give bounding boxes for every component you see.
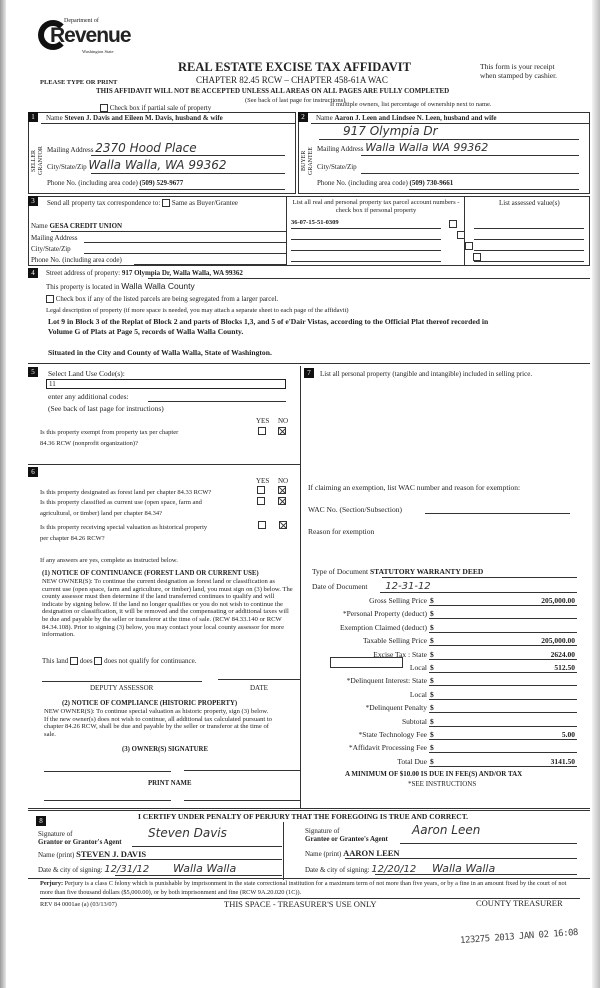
land-use-code-field[interactable]: [46, 379, 286, 389]
phone-label: Phone No. (including area code): [47, 179, 138, 187]
fee-label: *Delinquent Interest: State: [346, 676, 427, 686]
land-use-code: 11: [49, 380, 56, 388]
see-back-note: (See back of last page for instructions): [245, 97, 346, 104]
name-print-label: Name (print): [38, 851, 75, 859]
fee-row: [305, 633, 577, 646]
forest-question: Is this property designated as forest land per chapter 84.33 RCW?: [40, 489, 212, 496]
buyer-section: [298, 112, 590, 194]
currency-symbol: $: [430, 609, 434, 619]
fee-label: *State Technology Fee: [358, 730, 427, 739]
current-use-question: Is this property classified as current use (open space, farm and: [40, 499, 202, 506]
parcel-line: [291, 250, 441, 251]
fee-label: Gross Selling Price: [369, 596, 427, 605]
land-use-label: Select Land Use Code(s):: [48, 369, 125, 378]
exempt-question-2: 84.36 RCW (nonprofit organization)?: [40, 440, 138, 447]
historic-no-checkbox[interactable]: [279, 521, 287, 529]
parcel-line: [291, 239, 441, 240]
tax-correspondence-section: [28, 196, 590, 266]
seller-name[interactable]: Steven J. Davis and Eileen M. Davis, husband & wife: [64, 114, 223, 122]
grantee-signature[interactable]: Aaron Leen: [412, 823, 481, 837]
yes-header: YES: [256, 417, 270, 425]
land-use-section: [28, 367, 301, 465]
street-label: Street address of property:: [46, 269, 121, 277]
legal-description-line-2: Volume G of Plats at Page 5, records of Walla Walla County.: [48, 327, 244, 336]
assessed-value-field[interactable]: [474, 228, 584, 229]
property-section: [28, 268, 590, 364]
fee-row: [305, 714, 577, 727]
correspondence-name[interactable]: GESA CREDIT UNION: [49, 222, 123, 230]
fee-value[interactable]: 205,000.00: [541, 636, 575, 646]
legal-label: Legal description of property (if more space is needed, you may attach a separate sheet to each page of the affidavit): [46, 307, 349, 314]
correspondence-mailing-field[interactable]: [84, 242, 287, 243]
currency-symbol: $: [430, 756, 434, 766]
personal-property-label: List all personal property (tangible and intangible) included in selling price.: [320, 370, 533, 378]
fee-label: Subtotal: [401, 716, 427, 726]
form-number: REV 84 0001ae (a) (03/13/07): [40, 901, 117, 908]
grantor-signature[interactable]: Steven Davis: [148, 826, 227, 840]
currency-symbol: $: [430, 689, 434, 699]
owner-signature-title: (3) OWNER(S) SIGNATURE: [122, 746, 208, 753]
exempt-yes-checkbox[interactable]: [258, 427, 266, 435]
doc-type[interactable]: STATUTORY WARRANTY DEED: [370, 567, 484, 576]
does-checkbox[interactable]: [70, 657, 78, 665]
warning-line: THIS AFFIDAVIT WILL NOT BE ACCEPTED UNLESS ALL AREAS ON ALL PAGES ARE FULLY COMPLETED: [96, 87, 450, 95]
compliance-title: (2) NOTICE OF COMPLIANCE (HISTORIC PROPERTY): [62, 700, 238, 707]
continuance-body: NEW OWNER(S): To continue the current designation as forest land or classification as current use (open space, farm and agriculture, or timber) land, you must sign on (3) below. The county assessor must then determine if the land transferred continues to qualify and will indicate by signing below. If the land no longer qualifies or you do not wish to continue the designation or classification, it will be removed and the compensating or additional taxes will be due and payable by the seller or transferor at the time of sale. (RCW 84.33.140 or RCW 84.34.108). Prior to signing (3) below, you may contact your local county assessor for more information.: [42, 578, 293, 639]
owner-signature-line-1[interactable]: [44, 771, 171, 772]
see-back-note: (See back of last page for instructions): [48, 404, 164, 413]
grantor-sig-label-2: Grantor or Grantor's Agent: [38, 838, 122, 846]
print-name-line-1[interactable]: [44, 800, 171, 801]
deputy-assessor-signature-line[interactable]: [42, 681, 202, 682]
form-title: REAL ESTATE EXCISE TAX AFFIDAVIT: [178, 60, 411, 74]
fee-label: Taxable Selling Price: [362, 636, 427, 646]
correspondence-label: Send all property tax correspondence to:: [47, 199, 161, 207]
fee-label: *Personal Property (deduct): [342, 609, 427, 619]
fee-label: Local: [409, 689, 427, 699]
cashier-stamp: 123275 2013 JAN 02 16:08: [459, 927, 579, 947]
section-number: 5: [28, 367, 38, 377]
currency-symbol: $: [430, 730, 434, 739]
fee-row: [305, 647, 577, 660]
fee-row: [305, 687, 577, 700]
does-label: does: [79, 657, 93, 665]
situated-line: Situated in the City and County of Walla Walla, State of Washington.: [48, 348, 272, 357]
currency-symbol: $: [430, 636, 434, 646]
parcel-header: List all real and personal property tax parcel account numbers - check box if personal property: [292, 199, 460, 214]
date-line[interactable]: [218, 679, 300, 680]
parcel-number[interactable]: 36-07-15-51-0309: [291, 219, 339, 226]
seller-city-state-zip[interactable]: Walla Walla, WA 99362: [88, 158, 227, 172]
print-name-label: PRINT NAME: [148, 780, 192, 787]
dor-logo: [38, 12, 131, 62]
legal-description-line-1: Lot 9 in Block 3 of the Replat of Block 2 and parts of Blocks 1,3, and 5 of e'Dair Vistas, according to the Official Plat thereof recorded in: [48, 317, 489, 326]
fee-label: Total Due: [397, 756, 427, 766]
partial-sale-label: Check box if partial sale of property: [109, 104, 212, 112]
fee-row: [305, 740, 577, 753]
buyer-side-label: BUYER GRANTEE: [301, 147, 314, 175]
if-yes-note: If any answers are yes, complete as instructed below.: [40, 557, 178, 564]
seller-side-label: SELLER GRANTOR: [31, 146, 44, 176]
fee-row: [305, 754, 577, 767]
mail-label: Mailing Address: [31, 234, 78, 242]
fee-value[interactable]: 205,000.00: [541, 596, 575, 605]
same-as-buyer-label: Same as Buyer/Grantee: [171, 199, 238, 207]
perjury-notice: [40, 880, 580, 897]
seller-phone[interactable]: (509) 529-9677: [139, 179, 184, 187]
section-number: 1: [28, 112, 38, 122]
fee-row: [305, 660, 577, 673]
mail-label: Mailing Address: [317, 145, 364, 153]
certify-statement: I CERTIFY UNDER PENALTY OF PERJURY THAT THE FOREGOING IS TRUE AND CORRECT.: [138, 812, 469, 821]
exempt-question: Is this property exempt from property tax per chapter: [40, 429, 179, 436]
buyer-mailing-address[interactable]: Walla Walla WA 99362: [365, 141, 489, 154]
county-treasurer-label: COUNTY TREASURER: [476, 898, 563, 908]
fee-value[interactable]: 5.00: [561, 730, 575, 739]
date-city-label: Date & city of signing:: [305, 866, 370, 874]
segregated-label: Check box if any of the listed parcels are being segregated from a larger parcel.: [55, 295, 279, 303]
grantor-sign-city[interactable]: Walla Walla: [172, 862, 237, 875]
additional-codes-label: enter any additional codes:: [48, 392, 129, 401]
historic-yes-checkbox[interactable]: [258, 521, 266, 529]
logo-word: Revenue: [50, 24, 131, 47]
does-not-checkbox[interactable]: [94, 657, 102, 665]
chapter-line: CHAPTER 82.45 RCW – CHAPTER 458-61A WAC: [196, 75, 388, 85]
scan-edge-left: [0, 0, 6, 988]
deputy-assessor-label: DEPUTY ASSESSOR: [90, 684, 154, 692]
buyer-name[interactable]: Aaron J. Leen and Lindsee N. Leen, husband and wife: [334, 114, 497, 122]
fee-line: [429, 766, 577, 767]
section-number: 2: [298, 112, 308, 122]
exemption-label: If claiming an exemption, list WAC number and reason for exemption:: [308, 483, 521, 492]
personal-property-checkbox[interactable]: [465, 242, 473, 250]
perjury-text: Perjury is a class C felony which is punishable by imprisonment in the state correctional institution for a maximum term of not more than five years, or by a fine in an amount fixed by the court of not more than five thousand dollars ($5,000.00), or by both imprisonment and fine (RCW 9A.20.020 (1C)).: [40, 880, 567, 896]
current-use-no-checkbox[interactable]: [278, 497, 286, 505]
name-print-label: Name (print): [305, 850, 342, 858]
receipt-note-1: This form is your receipt: [480, 62, 555, 71]
doc-date[interactable]: 12-31-12: [385, 581, 431, 592]
fee-row: [305, 606, 577, 619]
assessed-value-field[interactable]: [474, 261, 584, 262]
assessed-value-field[interactable]: [474, 239, 584, 240]
currency-symbol: $: [430, 743, 434, 753]
section-number: 8: [36, 816, 46, 826]
does-not-label: does not qualify for continuance.: [104, 657, 197, 665]
fee-row: [305, 620, 577, 633]
treasurer-only-label: THIS SPACE - TREASURER'S USE ONLY: [224, 899, 377, 909]
additional-codes-field[interactable]: [148, 401, 286, 402]
section-number: 6: [28, 467, 38, 477]
grantee-sign-date[interactable]: 12/20/12: [371, 864, 417, 875]
fee-row: [305, 673, 577, 686]
wac-label: WAC No. (Section/Subsection): [308, 505, 402, 514]
currency-symbol: $: [430, 703, 434, 713]
fee-value[interactable]: 512.50: [554, 663, 575, 672]
buyer-address-line[interactable]: 917 Olympia Dr: [343, 124, 438, 138]
name-label: Name: [31, 222, 48, 230]
section-number: 7: [304, 368, 314, 378]
fee-label: Exemption Claimed (deduct): [339, 622, 427, 632]
grantee-print-name[interactable]: AARON LEEN: [343, 848, 400, 858]
wac-field[interactable]: [425, 513, 570, 514]
located-label: This property is located in: [46, 283, 120, 291]
fee-row: [305, 727, 577, 740]
logo-state: Washington State: [82, 49, 114, 54]
reason-label: Reason for exemption: [308, 527, 375, 536]
grantor-print-name[interactable]: STEVEN J. DAVIS: [76, 849, 147, 859]
currency-symbol: $: [430, 649, 434, 659]
forest-no-checkbox[interactable]: [278, 486, 286, 494]
fee-label: *Delinquent Penalty: [365, 703, 427, 713]
see-instructions-note: *SEE INSTRUCTIONS: [408, 780, 477, 788]
same-as-buyer-checkbox[interactable]: [162, 199, 170, 207]
doc-date-label: Date of Document: [312, 582, 368, 591]
property-county[interactable]: Walla Walla County: [121, 281, 195, 291]
city-label: City/State/Zip: [31, 245, 71, 253]
exempt-no-checkbox[interactable]: [278, 427, 286, 435]
city-label: City/State/Zip: [47, 163, 87, 171]
section-number: 4: [28, 268, 38, 278]
grantor-sign-date[interactable]: 12/31/12: [104, 864, 150, 875]
fee-row: [305, 593, 577, 606]
name-label: Name: [46, 114, 63, 122]
seller-mailing-address[interactable]: 2370 Hood Place: [95, 141, 197, 155]
no-header: NO: [278, 477, 289, 485]
phone-label: Phone No. (including area code): [31, 256, 122, 264]
please-type: PLEASE TYPE OR PRINT: [40, 79, 118, 86]
name-label: Name: [316, 114, 333, 122]
personal-property-checkbox[interactable]: [457, 231, 465, 239]
receipt-note-2: when stamped by cashier.: [480, 71, 558, 80]
seller-section: [28, 112, 296, 194]
correspondence-phone-field[interactable]: [134, 264, 287, 265]
historic-question-2: per chapter 84.26 RCW?: [40, 535, 105, 542]
date-label: DATE: [250, 684, 268, 692]
doc-type-label: Type of Document: [312, 567, 369, 576]
this-land-label: This land: [42, 657, 69, 665]
perjury-label: Perjury:: [40, 880, 64, 887]
correspondence-city-field[interactable]: [84, 253, 287, 254]
print-name-line-2[interactable]: [184, 800, 300, 801]
minimum-due-note: A MINIMUM OF $10.00 IS DUE IN FEE(S) AND/OR TAX: [345, 770, 523, 778]
fee-value[interactable]: 3141.50: [550, 756, 575, 766]
city-label: City/State/Zip: [317, 163, 357, 171]
current-use-question-2: agricultural, or timber) land per chapter 84.34?: [40, 510, 163, 517]
currency-symbol: $: [430, 622, 434, 632]
multiple-owners-note: If multiple owners, list percentage of ownership next to name.: [330, 101, 492, 108]
currency-symbol: $: [430, 676, 434, 686]
grantor-sig-label-1: Signature of: [38, 830, 73, 838]
fee-label: Local: [409, 663, 427, 672]
fee-value[interactable]: 2624.00: [550, 649, 575, 659]
property-street-address[interactable]: 917 Olympia Dr, Walla Walla, WA 99362: [121, 269, 243, 277]
mail-label: Mailing Address: [47, 146, 94, 154]
personal-property-checkbox[interactable]: [449, 220, 457, 228]
logo-dept: Department of: [64, 18, 99, 24]
phone-label: Phone No. (including area code): [317, 179, 408, 187]
assessed-value-field[interactable]: [474, 250, 584, 251]
parcel-line: [291, 228, 441, 229]
section-number: 3: [28, 196, 38, 206]
date-city-label: Date & city of signing:: [38, 866, 103, 874]
currency-symbol: $: [430, 663, 434, 672]
compliance-body: NEW OWNER(S): To continue special valuation as historic property, sign (3) below. If the new owner(s) does not wish to continue, all additional tax calculated pursuant to chapter 84.26 RCW, shall be due and payable by the seller or transferor at the time of sale.: [44, 708, 272, 738]
historic-question: Is this property receiving special valuation as historical property: [40, 524, 208, 531]
grantee-sig-label-1: Signature of: [305, 827, 340, 835]
buyer-phone[interactable]: (509) 730-9661: [409, 179, 454, 187]
continuance-title: (1) NOTICE OF CONTINUANCE (FOREST LAND OR CURRENT USE): [42, 570, 259, 577]
no-header: NO: [278, 417, 289, 425]
current-use-yes-checkbox[interactable]: [257, 497, 265, 505]
currency-symbol: $: [430, 716, 434, 726]
segregated-checkbox[interactable]: [46, 295, 54, 303]
yes-header: YES: [256, 477, 270, 485]
parcel-line: [291, 261, 441, 262]
forest-yes-checkbox[interactable]: [257, 486, 265, 494]
scan-edge-right: [592, 0, 600, 988]
fee-label: Excise Tax : State: [373, 649, 427, 659]
grantee-sig-label-2: Grantee or Grantee's Agent: [305, 835, 388, 843]
owner-signature-line-2[interactable]: [184, 770, 300, 771]
grantee-sign-city[interactable]: Walla Walla: [431, 862, 496, 875]
fee-row: [305, 700, 577, 713]
assessed-header: List assessed value(s): [499, 199, 560, 207]
currency-symbol: $: [430, 596, 434, 605]
fee-label: *Affidavit Processing Fee: [348, 743, 427, 753]
